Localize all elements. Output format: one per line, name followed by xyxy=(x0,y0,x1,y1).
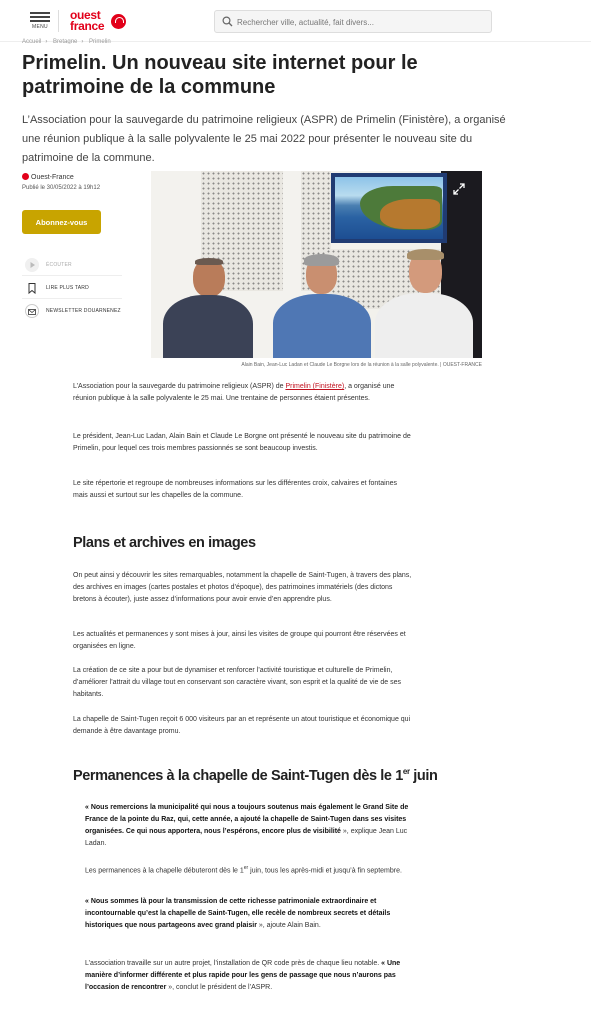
logo-line-2: france xyxy=(70,19,105,33)
menu-button[interactable] xyxy=(30,10,50,30)
read-later-button[interactable] xyxy=(22,277,122,299)
listen-button[interactable] xyxy=(22,254,122,276)
place-link[interactable]: Primelin (Finistère) xyxy=(285,383,345,390)
bookmark-icon xyxy=(25,281,39,295)
search-box[interactable] xyxy=(214,10,492,33)
article-photo[interactable] xyxy=(151,171,482,358)
paragraph: La chapelle de Saint-Tugen reçoit 6 000 visiteurs par an et représente un atout touristique et économique qui demande à être davantage promu. xyxy=(73,716,411,735)
read-later-label: LIRE PLUS TARD xyxy=(46,285,89,291)
person-left xyxy=(163,259,253,358)
breadcrumb-item[interactable]: Primelin xyxy=(89,39,111,44)
paragraph: La création de ce site a pour but de dynamiser et renforcer l’activité touristique et culturelle de Primelin, d’améliorer l’attrait du village tout en conservant son caractère vivant, son esprit et la qualité de vie de ses habitants. xyxy=(73,667,402,698)
article-lede: L’Association pour la sauvegarde du patrimoine religieux (ASPR) de Primelin (Finistère), a organisé une réunion publique à la salle polyvalente le 25 mai 2022 pour présenter le nouveau site du patrimoine de la commune. xyxy=(22,114,506,164)
article-source xyxy=(22,173,74,181)
paragraph: L’Association pour la sauvegarde du patrimoine religieux (ASPR) de Primelin (Finistère), a organisé une réunion publique à la salle polyvalente le 25 mai. Une trentaine de personnes étaient présentes. xyxy=(73,383,395,402)
logo-line-1: ouest xyxy=(70,8,101,22)
header-divider xyxy=(58,10,59,32)
expand-icon[interactable] xyxy=(451,181,467,197)
paragraph: Le site répertorie et regroupe de nombreuses informations sur les différentes croix, calvaires et fontaines mais aussi et surtout sur les chapelles de la commune. xyxy=(73,480,397,499)
listen-label: ÉCOUTER xyxy=(46,262,72,268)
play-icon xyxy=(25,258,39,272)
photo-caption: Alain Bain, Jean-Luc Ladan et Claude Le Borgne lors de la réunion à la salle polyvalente. | OUEST-FRANCE xyxy=(241,362,482,368)
source-logo-icon xyxy=(22,173,29,180)
subscribe-button[interactable]: Abonnez-vous xyxy=(22,210,101,234)
hamburger-icon xyxy=(30,12,50,22)
section-heading: Permanences à la chapelle de Saint-Tugen dès le 1er juin xyxy=(73,767,438,784)
person-right xyxy=(375,251,473,358)
section-heading: Plans et archives en images xyxy=(73,535,256,551)
breadcrumb: Accueil › Bretagne › Primelin xyxy=(22,39,111,44)
breadcrumb-item[interactable]: Bretagne xyxy=(53,39,78,44)
newsletter-icon xyxy=(25,304,39,318)
paragraph: L’association travaille sur un autre projet, l’installation de QR code près de chaque lieu notable. « Une manière d’informer différente et plus rapide pour les gens de passage que nous n’aurons pas l’occasion de rencontrer », conclut le président de l’ASPR. xyxy=(85,960,401,991)
quote-paragraph: « Nous remercions la municipalité qui nous a toujours soutenus mais également le Grand Site de France de la pointe du Raz, qui, cette année, a ajouté la chapelle de Saint-Tugen dans ses visites organisées. Ce qui nous apportera, nous l’espérons, encore plus de visibilité », explique Jean Luc Ladan. xyxy=(85,804,409,847)
paragraph: Le président, Jean-Luc Ladan, Alain Bain et Claude Le Borgne ont présenté le nouveau site du patrimoine de Primelin, pour lequel ces trois membres passionnés se sont beaucoup investis. xyxy=(73,433,411,452)
search-input[interactable] xyxy=(237,14,487,30)
menu-label: MENU xyxy=(32,24,48,30)
paragraph: Les permanences à la chapelle débuteront dès le 1er juin, tous les après-midi et jusqu’à fin septembre. xyxy=(85,865,402,875)
seascape-painting xyxy=(331,173,447,243)
quote-paragraph: « Nous sommes là pour la transmission de cette richesse patrimoniale extraordinaire et incontournable qu’est la chapelle de Saint-Tugen, elle recèle de nombreux secrets et détails historiques que nous partageons avec grand plaisir », ajoute Alain Bain. xyxy=(85,898,391,929)
newsletter-button[interactable] xyxy=(22,300,122,322)
logo-mark-icon xyxy=(111,14,126,29)
source-name[interactable]: Ouest-France xyxy=(31,174,74,181)
paragraph: On peut ainsi y découvrir les sites remarquables, notamment la chapelle de Saint-Tugen, à travers des plans, des archives en images (cartes postales et photos d’époque), des patrimoines immatériels (des dictons bretons à écouter), juste assez d’informations pour avoir envie d’en apprendre plus. xyxy=(73,572,412,603)
ouest-france-logo[interactable] xyxy=(67,8,127,34)
person-center xyxy=(273,256,371,358)
top-bar xyxy=(0,0,591,42)
publish-date: Publié le 30/05/2022 à 19h12 xyxy=(22,185,101,191)
page-title: Primelin. Un nouveau site internet pour le patrimoine de la commune xyxy=(22,52,418,98)
newsletter-label: NEWSLETTER DOUARNENEZ xyxy=(46,308,121,314)
paragraph: Les actualités et permanences y sont mises à jour, ainsi les visites de groupe qui pourront être réservées et organisées en ligne. xyxy=(73,631,406,650)
breadcrumb-item[interactable]: Accueil xyxy=(22,39,42,44)
search-icon xyxy=(222,16,233,27)
